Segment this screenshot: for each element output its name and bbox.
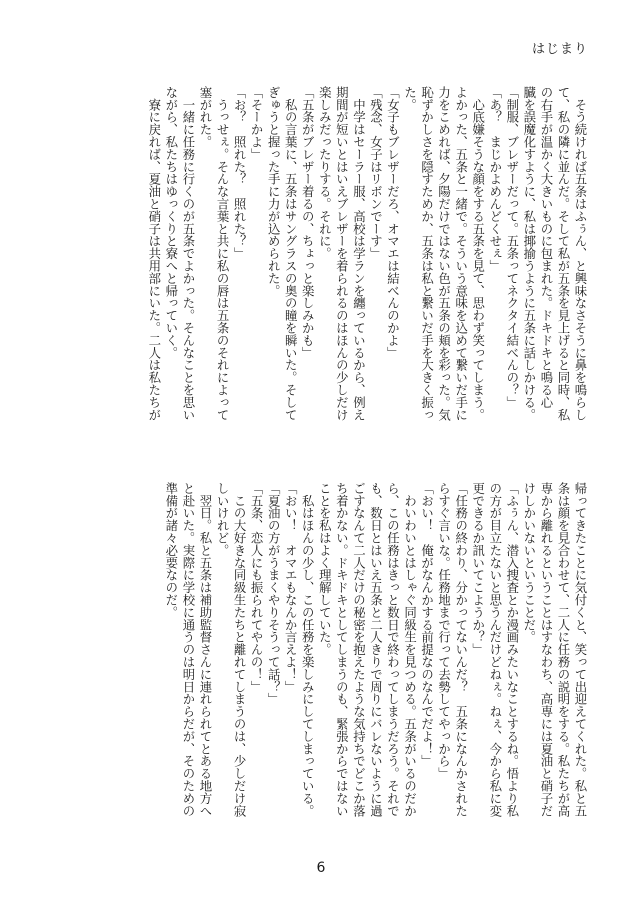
text-line: 準備が諸々必要なのだ。 bbox=[163, 482, 179, 619]
text-line: ち着かない。ドキドキとしてしまうのも、緊張からではない bbox=[334, 482, 350, 817]
text-line: 楽しみだったりする。それに。 bbox=[317, 86, 333, 260]
text-line: うっせぇ。そんな言葉と共に私の唇は五条のそれによって bbox=[215, 86, 231, 421]
text-line: 「おい！ 俺がなんかする前提なのなんでだよ！」 bbox=[419, 482, 435, 768]
text-line: 中学はセーラー服、高校は学ランを纏っているから、例え bbox=[351, 86, 367, 421]
text-line: 「女子もブレザーだろ、オマエは結べんのかよ」 bbox=[385, 86, 401, 359]
text-line: ら、この任務はきっと数日で終わってしまうだろう。それで bbox=[385, 482, 401, 817]
text-line: 更できるか訊いてこようか？」 bbox=[470, 482, 486, 656]
text-line: わいわいとはしゃぐ同級生を見つめる。五条がいるのだか bbox=[402, 482, 418, 817]
text-line: 条は顔を見合わせて、二人に任務の説明をする。私たちが高 bbox=[555, 482, 571, 817]
text-line: も、数日とはいえ五条と二人きりで周りにバレないように過 bbox=[368, 482, 384, 817]
text-line: しいけれど。 bbox=[215, 482, 231, 557]
text-line: 「おい！ オマエもなんか言えよ！」 bbox=[283, 482, 299, 693]
text-line: ことを私はよく理解していた。 bbox=[317, 482, 333, 656]
text-line: ぎゅうと握った手に力が込められた。 bbox=[266, 86, 282, 297]
text-line: 私はほんの少し、この任務を楽しみにしてしまっている。 bbox=[300, 482, 316, 817]
text-line: た。 bbox=[402, 86, 418, 111]
text-line: 「制服、ブレザーだって。五条ってネクタイ結べんの？」 bbox=[504, 86, 520, 409]
text-line: 「五条がブレザー着るの、ちょっと楽しみかも」 bbox=[300, 86, 316, 359]
text-block-top bbox=[53, 86, 589, 456]
text-line: 恥ずかしさを隠すためか、五条は私と繋いだ手を大きく振っ bbox=[419, 86, 435, 421]
text-line: 「あ？ まじかよめんどくせぇ」 bbox=[487, 86, 503, 272]
text-line: ながら、私たちはゆっくりと寮へと帰っていく。 bbox=[163, 86, 179, 359]
text-line: 一緒に任務に行くのが五条でよかった。そんなことを思い bbox=[180, 86, 196, 421]
text-line: けしかいないということだ。 bbox=[521, 482, 537, 644]
page-number: 6 bbox=[316, 860, 326, 876]
text-line: 塞がれた。 bbox=[197, 86, 213, 148]
chapter-title: はじまり bbox=[531, 42, 588, 57]
text-line: 「五条、恋人にも振られてやんの！」 bbox=[249, 482, 265, 693]
text-line: 「任務の終わり、分かってないんだ？ 五条になんかされた bbox=[453, 482, 469, 817]
text-line: 「お？ 照れた？ 照れた？」 bbox=[232, 86, 248, 260]
text-line: 私の言葉に、五条はサングラスの奥の瞳を瞬いた。そして bbox=[283, 86, 299, 421]
text-line: と赴いた。実際に学校に通うのは明日からだが、そのための bbox=[180, 482, 196, 817]
text-line: この大好きな同級生たちと離れてしまうのは、少しだけ寂 bbox=[232, 482, 248, 817]
text-line: 寮に戻れば、夏油と硝子は共用部にいた。二人は私たちが bbox=[146, 86, 162, 421]
text-line: 力をこめれば、夕陽だけではない色が五条の頬を彩った。気 bbox=[436, 86, 452, 421]
text-line: 帰ってきたことに気付くと、笑って出迎えてくれた。私と五 bbox=[573, 482, 588, 817]
text-line: 臓を誤魔化すように、私は揶揄うように五条に話しかける。 bbox=[521, 86, 537, 421]
text-block-bottom bbox=[53, 482, 589, 860]
text-line: 心底嫌そうな顔をする五条を見て、思わず笑ってしまう。 bbox=[470, 86, 486, 421]
text-line: て、私の隣に並んだ。そして私が五条を見上げると同時、私 bbox=[555, 86, 571, 421]
text-line: の方が目立たないと思うんだけどねぇ。ねぇ、今から私に変 bbox=[487, 482, 503, 817]
text-line: の右手が温かく大きいものに包まれた。ドキドキと鳴る心 bbox=[538, 86, 554, 409]
text-line: らすぐ言いな。任務地まで行って去勢してやっから」 bbox=[436, 482, 452, 780]
text-line: そう続ければ五条はふぅん、と興味なさそうに鼻を鳴らし bbox=[573, 86, 588, 421]
text-line: 「ふぅん、潜入捜査とか漫画みたいなことするね。悟より私 bbox=[504, 482, 520, 817]
text-line: よかった、五条と一緒で。そういう意味を込めて繋いだ手に bbox=[453, 86, 469, 421]
text-line: 翌日。私と五条は補助監督さんに連れられてとある地方へ bbox=[197, 482, 213, 817]
text-line: 期間が短いとはいえブレザーを着られるのはほんの少しだけ bbox=[334, 86, 350, 421]
text-line: 「そーかよ」 bbox=[249, 86, 265, 161]
text-line: 専から離れるということはすなわち、高専には夏油と硝子だ bbox=[538, 482, 554, 817]
text-line: 「夏油の方がうまくやりそうって話？」 bbox=[266, 482, 282, 706]
text-line: ごすなんて二人だけの秘密を抱えたような気持ちでどこか落 bbox=[351, 482, 367, 817]
text-line: 「残念、女子はリボンでーす」 bbox=[368, 86, 384, 260]
